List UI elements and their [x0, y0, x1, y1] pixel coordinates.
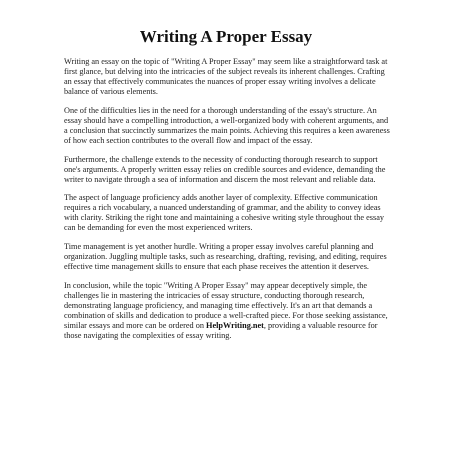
document-body — [64, 57, 392, 341]
paragraph-time-management: Time management is yet another hurdle. Writing a proper essay involves careful planning and organization. Juggling multiple tasks, such as researching, drafting, revising, and editing, requires effective time management skills to ensure that each phase receives the attention it deserves. — [64, 241, 387, 272]
conclusion-text-after-link: , providing a valuable resource for those navigating the complexities of essay writing. — [64, 321, 378, 341]
paragraph-conclusion — [64, 281, 392, 342]
helpwriting-link[interactable]: HelpWriting.net — [206, 321, 264, 331]
conclusion-text-before-link: In conclusion, while the topic "Writing A Proper Essay" may appear deceptively simple, the challenges lie in mastering the intricacies of essay structure, conducting thorough research, demonstrating language proficiency, and managing time effectively. It's an art that demands a combination of skills and dedication to produce a well-crafted piece. For those seeking assistance, similar essays and more can be ordered on — [64, 280, 388, 331]
paragraph-structure: One of the difficulties lies in the need for a thorough understanding of the essay's structure. An essay should have a compelling introduction, a well-organized body with coherent arguments, and a conclusion that succinctly summarizes the main points. Achieving this requires a keen awareness of how each section contributes to the overall flow and impact of the essay. — [64, 105, 390, 146]
page-title: Writing A Proper Essay — [139, 27, 313, 46]
paragraph-language: The aspect of language proficiency adds another layer of complexity. Effective communication requires a rich vocabulary, a nuanced understanding of grammar, and the ability to convey ideas with clarity. Striking the right tone and maintaining a cohesive writing style throughout the essay can be demanding for even the most experienced writers. — [64, 193, 385, 233]
paragraph-research: Furthermore, the challenge extends to the necessity of conducting thorough research to support one's arguments. A properly written essay relies on credible sources and evidence, demanding the writer to navigate through a sea of information and discern the most relevant and reliable data. — [64, 154, 386, 184]
paragraph-intro: Writing an essay on the topic of "Writing A Proper Essay" may seem like a straightforward task at first glance, but delving into the intricacies of the subject reveals its inherent challenges. Crafting an essay that effectively communicates the nuances of proper essay writing involves a delicate balance of various elements. — [64, 57, 388, 97]
